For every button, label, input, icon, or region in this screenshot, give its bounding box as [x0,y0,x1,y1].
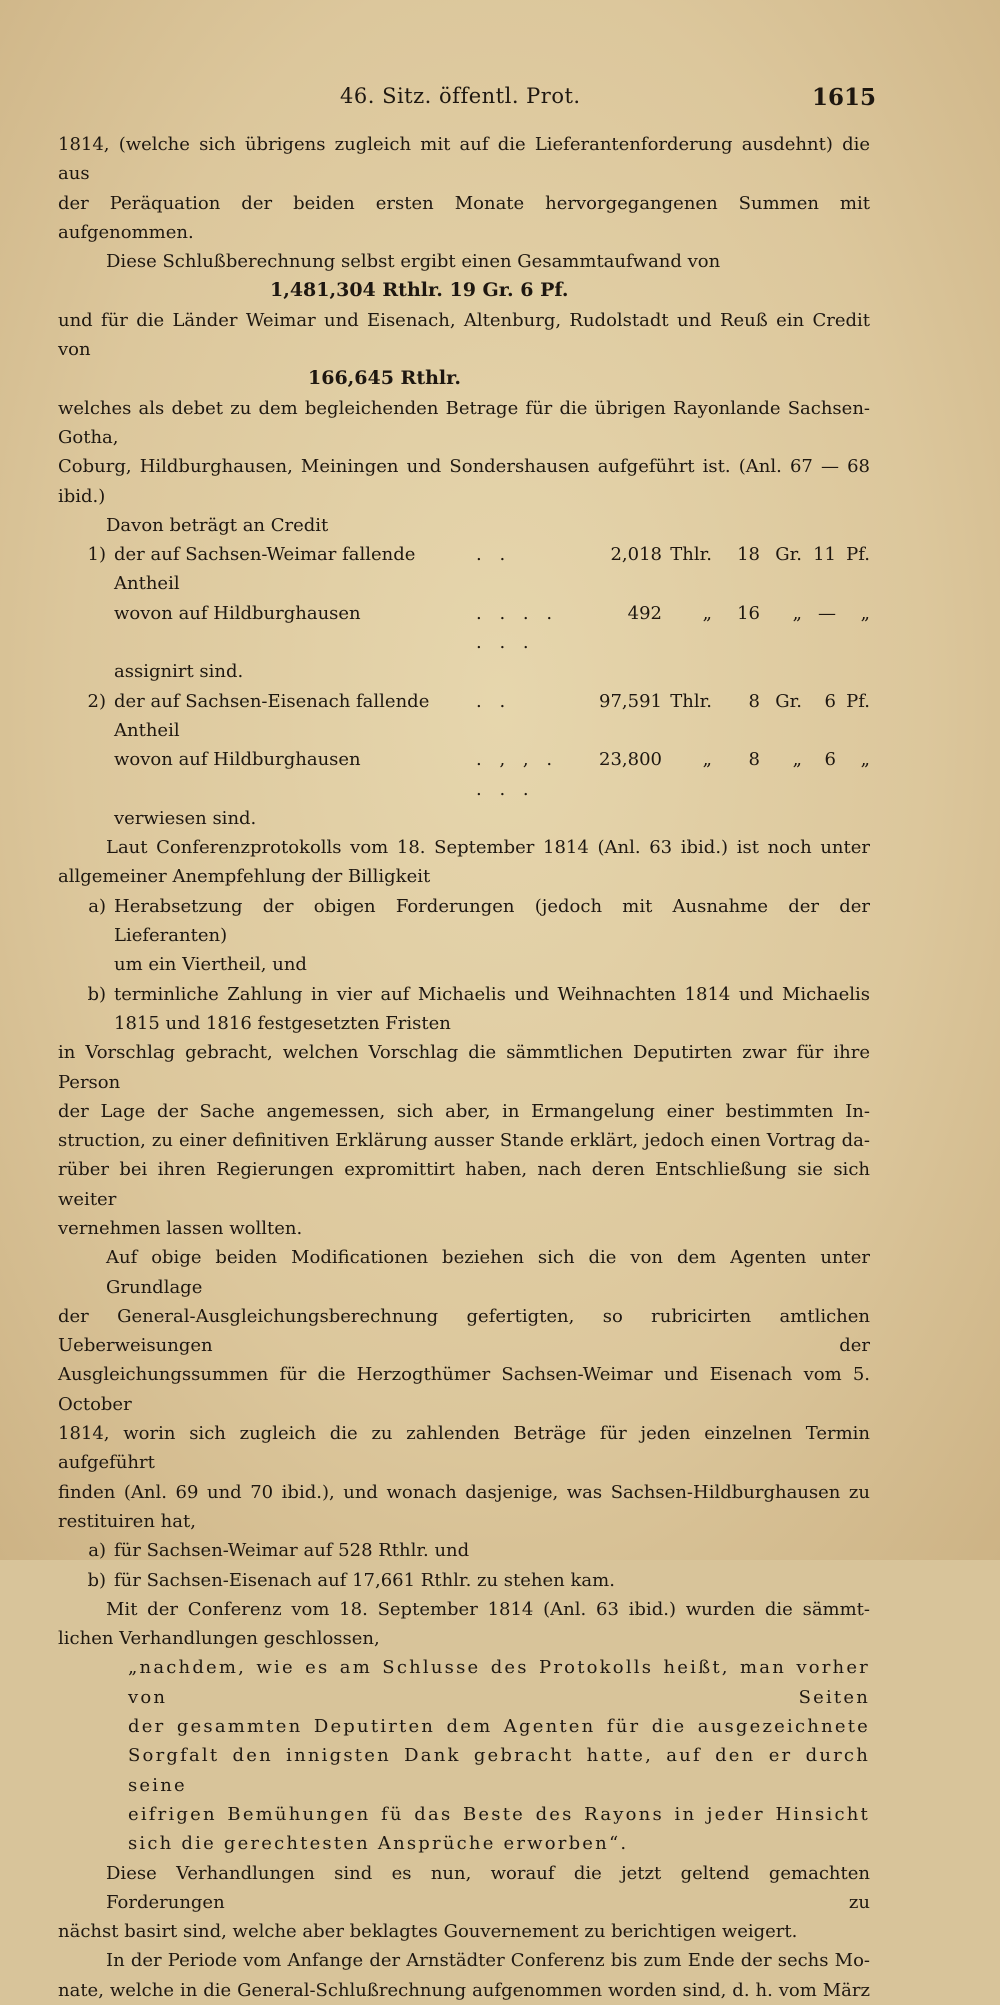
restitution-list [58,1536,870,1595]
row-groschen: 18 [737,544,760,566]
block-quote [58,1653,870,1858]
row-dots: . . . . . . . [476,602,559,654]
quote-line: Sorgfalt den innigsten Dank gebracht hatte, auf den er durch seine [128,1745,870,1796]
row-text: der auf Sachsen-Weimar fallende Antheil [114,544,416,595]
row-unit: Gr. [775,544,802,566]
row-unit: Pf. [846,544,870,566]
text-line: Laut Conferenzprotokolls vom 18. September 1814 (Anl. 63 ibid.) ist noch unter [106,837,870,859]
row-amount: 492 [627,602,662,624]
text-line: der Lage der Sache angemessen, sich aber, in Ermangelung einer bestimmten In- [58,1100,870,1122]
text-line: und für die Länder Weimar und Eisenach, Altenburg, Rudolstadt und Reuß ein Credit von [58,309,870,361]
row-unit: „ [860,749,870,771]
text-line: restituiren hat, [58,1510,196,1532]
row-label [58,599,114,658]
row-unit: „ [860,602,870,624]
row-unit: Thlr. [670,544,712,566]
list-item [58,892,870,951]
row-groschen: 8 [748,690,760,712]
item-label: a) [88,1540,106,1562]
text-line: struction, zu einer definitiven Erklärung ausser Stande erklärt, jedoch einen Vortrag da- [58,1130,870,1152]
text-line: Coburg, Hildburghausen, Meiningen und Sondershausen aufgeführt ist. (Anl. 67 — 68 ibid.) [58,456,870,507]
text-line: In der Periode vom Anfange der Arnstädter Conferenz bis zum Ende der sechs Mo- [106,1950,870,1972]
text-line: in Vorschlag gebracht, welchen Vorschlag die sämmtlichen Deputirten zwar für ihre Person [58,1042,870,1093]
row-unit: Thlr. [670,690,712,712]
header-title: 46. Sitz. öffentl. Prot. [340,84,581,108]
text-line: Mit der Conferenz vom 18. September 1814 (Anl. 63 ibid.) wurden die sämmt- [106,1598,870,1620]
page-number: 1615 [811,84,876,111]
text-line: finden (Anl. 69 und 70 ibid.), und wonach dasjenige, was Sachsen-Hildburghausen zu [58,1481,870,1503]
row-unit: „ [792,749,802,771]
text-line: 1814, worin sich zugleich die zu zahlenden Beträge für jeden einzelnen Termin aufgeführt [58,1423,870,1474]
row-text: assignirt sind. [114,661,244,683]
row-label [58,804,114,833]
table-row [58,657,870,686]
text-line: allgemeiner Anempfehlung der Billigkeit [58,866,431,888]
row-text: der auf Sachsen-Eisenach fallende Antheil [114,690,430,741]
item-continuation: 1815 und 1816 festgesetzten Fristen [114,1012,451,1034]
row-groschen: 8 [748,749,760,771]
row-pfennig: — [818,602,836,624]
row-amount: 97,591 [599,690,662,712]
credit-amount: 166,645 Rthlr. [308,367,462,390]
text-line: der General-Ausgleichungsberechnung gefertigten, so rubricirten amtlichen Ueberweisungen der [58,1305,870,1357]
row-unit: „ [792,602,802,624]
text-line: vernehmen lassen wollten. [58,1217,303,1239]
table-row [58,687,870,746]
quote-line: eifrigen Bemühungen fü das Beste des Rayons in jeder Hinsicht [128,1803,870,1825]
total-amount: 1,481,304 Rthlr. 19 Gr. 6 Pf. [270,279,569,302]
item-label: b) [87,983,106,1005]
list-item [58,1566,870,1595]
item-label: b) [87,1569,106,1591]
row-label [58,745,114,804]
quote-line: „nachdem, wie es am Schlusse des Protokolls heißt, man vorher von Seiten [128,1657,870,1708]
row-dots: . , , . . . . [476,749,559,800]
row-dots: . . [476,544,512,566]
table-row [58,745,870,804]
text-line: nate, welche in die General-Schlußrechnung aufgenommen worden sind, d. h. vom März [58,1979,870,2001]
text-line: 1814, (welche sich übrigens zugleich mit auf die Lieferantenforderung ausdehnt) die aus [58,134,870,185]
text-line: der Peräquation der beiden ersten Monate hervorgegangenen Summen mit aufgenommen. [58,192,870,243]
running-header [58,84,876,118]
list-item [58,980,870,1009]
row-text: wovon auf Hildburghausen [114,602,361,624]
row-unit: „ [702,602,712,624]
row-text: wovon auf Hildburghausen [114,749,361,771]
row-unit: Pf. [846,690,870,712]
quote-line: der gesammten Deputirten dem Agenten für die ausgezeichnete [128,1716,870,1738]
row-label [58,657,114,686]
text-line: nächst basirt sind, welche aber beklagtes Gouvernement zu berichtigen weigert. [58,1921,798,1943]
text-line: lichen Verhandlungen geschlossen, [58,1628,380,1650]
page-body [58,130,870,2005]
text-line: rüber bei ihren Regierungen expromittirt haben, nach deren Entschließung sie sich weiter [58,1159,870,1210]
item-text: für Sachsen-Weimar auf 528 Rthlr. und [114,1540,470,1562]
row-amount: 2,018 [610,544,662,566]
row-pfennig: 6 [824,749,836,771]
item-text: Herabsetzung der obigen Forderungen (jedoch mit Ausnahme der der Lieferanten) [114,895,870,947]
text-line: Davon beträgt an Credit [106,514,329,536]
row-label: 2) [87,690,106,712]
proposal-list [58,892,870,1038]
text-line: Diese Schlußberechnung selbst ergibt einen Gesammtaufwand von [106,251,721,273]
row-dots: . . [476,690,512,712]
row-label: 1) [87,544,106,566]
credit-table [58,540,870,833]
row-unit: Gr. [775,690,802,712]
row-pfennig: 6 [824,690,836,712]
row-text: verwiesen sind. [114,807,257,829]
item-continuation: um ein Viertheil, und [114,954,307,976]
item-text: terminliche Zahlung in vier auf Michaelis und Weihnachten 1814 und Michaelis [114,983,870,1005]
row-amount: 23,800 [599,749,662,771]
text-line: welches als debet zu dem begleichenden Betrage für die übrigen Rayonlande Sachsen-Gotha, [58,397,870,448]
quote-line: sich die gerechtesten Ansprüche erworben“. [128,1833,629,1855]
table-row [58,599,870,658]
item-label: a) [88,895,106,917]
row-groschen: 16 [737,602,760,624]
text-line: Auf obige beiden Modificationen beziehen sich die von dem Agenten unter Grundlage [106,1247,870,1298]
text-line: Ausgleichungssummen für die Herzogthümer Sachsen-Weimar und Eisenach vom 5. October [58,1364,870,1415]
row-pfennig: 11 [813,544,836,566]
text-line: Diese Verhandlungen sind es nun, worauf die jetzt geltend gemachten Forderungen zu [106,1862,870,1913]
item-text: für Sachsen-Eisenach auf 17,661 Rthlr. zu stehen kam. [114,1569,615,1591]
row-unit: „ [702,749,712,771]
table-row [58,804,870,833]
list-item [58,1536,870,1565]
table-row [58,540,870,599]
